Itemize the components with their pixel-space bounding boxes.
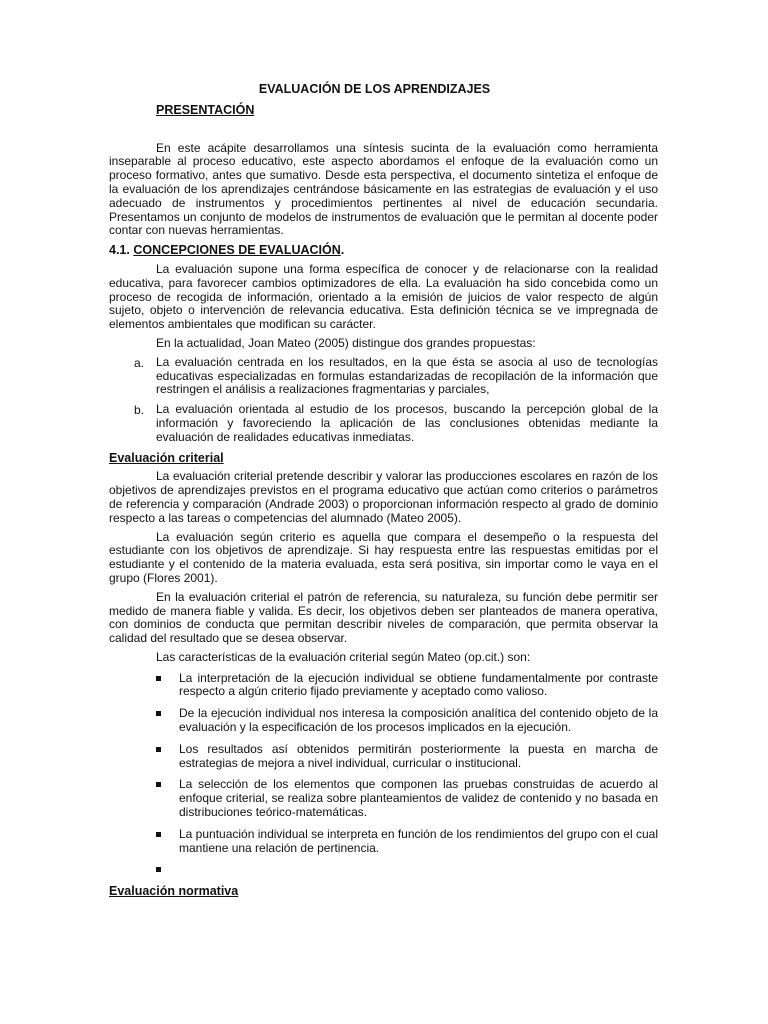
- criterial-heading: Evaluación criterial: [109, 450, 224, 465]
- concepciones-paragraph-2: En la actualidad, Joan Mateo (2005) distingue dos grandes propuestas:: [156, 335, 536, 350]
- bullet-item: [109, 672, 658, 700]
- bullet-text: La selección de los elementos que componen las pruebas construidas de acuerdo al enfoque criterial, se realiza sobre planteamientos de validez de contenido y no basada en distribuciones teórico-matemáticas.: [179, 777, 658, 820]
- bullet-text: La puntuación individual se interpreta en función de los rendimientos del grupo con el cual mantiene una relación de pertinencia.: [179, 826, 658, 855]
- criterial-paragraph-3: En la evaluación criterial el patrón de referencia, su naturaleza, su función debe permitir ser medido de manera fiable y valida. Es decir, los objetivos deben ser planteados de manera operativa, con dominios de conducta que permitan describir niveles de comparación, que permita observar la calidad del resultado que se desea observar.: [109, 589, 658, 646]
- intro-paragraph: En este acápite desarrollamos una síntesis sucinta de la evaluación como herramienta inseparable al proceso educativo, este aspecto abordamos el enfoque de la evaluación como un proceso formativo, antes que sumativo. Desde esta perspectiva, el documento sintetiza el enfoque de la evaluación de los aprendizajes centrándose básicamente en las estrategias de evaluación y el uso adecuado de instrumentos y procedimientos pertinentes al nivel de educación secundaria. Presentamos un conjunto de modelos de instrumentos de evaluación que le permitan al docente poder contar con nuevas herramientas.: [109, 140, 658, 238]
- square-bullet-icon: [156, 747, 161, 752]
- list-marker: a.: [134, 355, 145, 370]
- square-bullet-icon: [156, 832, 161, 837]
- bullet-item: [109, 743, 658, 771]
- square-bullet-icon: [156, 867, 161, 872]
- list-item: [109, 356, 658, 397]
- criterial-paragraph-2: La evaluación según criterio es aquella que compara el desempeño o la respuesta del estudiante con los objetivos de aprendizaje. Si hay respuesta entre las respuestas emitidas por el estudiante y el contenido de la materia evaluada, esta será positiva, sin importar como le vaya en el grupo (Flores 2001).: [109, 529, 658, 585]
- list-item: [109, 403, 658, 444]
- caracteristicas-list: [109, 672, 658, 878]
- criterial-paragraph-4: Las características de la evaluación criterial según Mateo (op.cit.) son:: [156, 649, 531, 664]
- propuestas-list: [109, 356, 658, 445]
- presentacion-heading: PRESENTACIÓN: [156, 102, 255, 117]
- document-body: [109, 83, 658, 899]
- normativa-heading: Evaluación normativa: [109, 884, 239, 899]
- bullet-text: La interpretación de la ejecución individual se obtiene fundamentalmente por contraste respecto a algún criterio fijado previamente y aceptado como valioso.: [179, 670, 658, 699]
- criterial-paragraph-1: La evaluación criterial pretende describir y valorar las producciones escolares en razón de los objetivos de aprendizajes previstos en el programa educativo que actúan como criterios o parámetros de referencia y comparación (Andrade 2003) o proporcionan información respecto al grado de dominio respecto a las tareas o competencias del alumnado (Mateo 2005).: [109, 469, 658, 525]
- square-bullet-icon: [156, 676, 161, 681]
- list-item-text: La evaluación orientada al estudio de los procesos, buscando la percepción global de la información y favoreciendo la aplicación de las conclusiones obtenidas mediante la evaluación de realidades educativas inmediatas.: [156, 402, 658, 444]
- bullet-item: [109, 778, 658, 819]
- square-bullet-icon: [156, 782, 161, 787]
- bullet-text: Los resultados así obtenidos permitirán posteriormente la puesta en marcha de estrategias de mejora a nivel individual, curricular o institucional.: [179, 741, 658, 770]
- square-bullet-icon: [156, 711, 161, 716]
- bullet-item: [109, 863, 658, 877]
- list-item-text: La evaluación centrada en los resultados, en la que ésta se asocia al uso de tecnologías educativas especializadas en formulas estandarizadas de recopilación de la información que restringen el análisis a realizaciones fragmentarias y parciales,: [156, 354, 658, 397]
- bullet-item: [109, 828, 658, 856]
- bullet-text: De la ejecución individual nos interesa la composición analítica del contenido objeto de la evaluación y la especificación de los procesos implicados en la ejecución.: [179, 706, 658, 735]
- list-marker: b.: [134, 403, 145, 418]
- section-title: CONCEPCIONES DE EVALUACIÓN: [133, 243, 341, 258]
- section-number: 4.1.: [109, 243, 130, 258]
- section-4-1-heading: [109, 244, 658, 258]
- concepciones-paragraph-1: La evaluación supone una forma específica de conocer y de relacionarse con la realidad educativa, para favorecer cambios optimizadores de ella. La evaluación ha sido concebida como un proceso de recogida de información, orientado a la emisión de juicios de valor respecto de algún sujeto, objeto o intervención de relevancia educativa. Esta definición técnica se ve impregnada de elementos ambientales que modifican su carácter.: [109, 261, 658, 332]
- bullet-item: [109, 707, 658, 735]
- section-title-end: .: [340, 243, 345, 258]
- document-title: EVALUACIÓN DE LOS APRENDIZAJES: [258, 82, 491, 96]
